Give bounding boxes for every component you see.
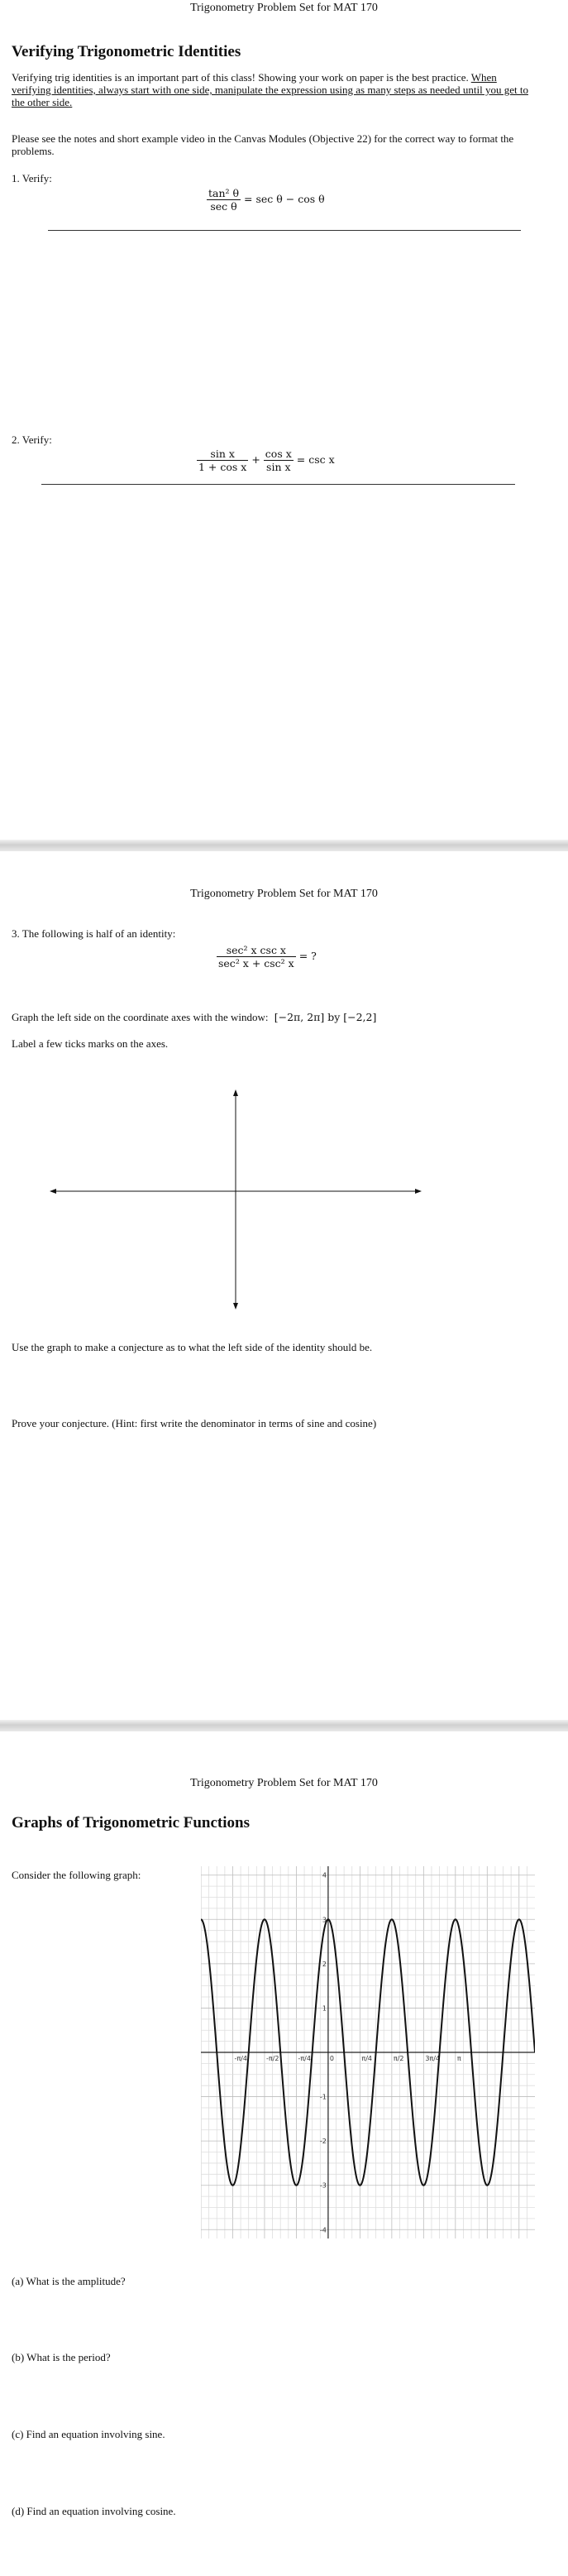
conjecture-instruction: Use the graph to make a conjecture as to what the left side of the identity should be. [12, 1341, 373, 1353]
fraction [207, 187, 241, 213]
label-ticks-instruction: Label a few ticks marks on the axes. [12, 1037, 169, 1050]
y-axis-bottom-arrow [233, 1303, 238, 1310]
y-tick-label: 1 [322, 2004, 327, 2013]
page-1 [0, 0, 568, 840]
numerator: cos x [265, 448, 292, 460]
y-tick-label: -1 [319, 2093, 327, 2101]
x-tick-label: -π/4 [234, 2055, 247, 2062]
intro-underlined-text: When verifying identities, always start with one side, manipulate the expression using as many steps as needed until you get to the other side. [12, 71, 528, 108]
fraction [197, 448, 248, 473]
fraction [217, 944, 296, 970]
question-3-label: 3. The following is half of an identity: [12, 927, 176, 940]
x-tick-label: 0 [329, 2055, 335, 2062]
intro-paragraph [12, 71, 532, 108]
prove-instruction: Prove your conjecture. (Hint: first write the denominator in terms of sine and cosine) [12, 1417, 377, 1429]
y-tick-label: 2 [322, 1960, 327, 1968]
cosine-graph [201, 1866, 535, 2238]
y-tick-label: -4 [319, 2226, 327, 2234]
blank-coordinate-axes [45, 1089, 430, 1312]
x-axis-right-arrow [415, 1189, 422, 1194]
question-1-identity [207, 187, 325, 213]
intro-text: Verifying trig identities is an important part of this class! Showing your work on paper is the best practice. [12, 71, 471, 84]
x-tick-label: π/4 [361, 2055, 372, 2062]
question-a: (a) What is the amplitude? [12, 2275, 126, 2287]
consider-graph-text: Consider the following graph: [12, 1869, 141, 1881]
y-axis-top-arrow [233, 1089, 238, 1096]
question-1-label: 1. Verify: [12, 172, 52, 184]
x-tick-label: 3π/4 [425, 2055, 441, 2062]
numerator: tan² θ [208, 187, 240, 199]
right-side: = sec θ − cos θ [244, 193, 325, 205]
numerator: sin x [210, 448, 235, 460]
x-axis-left-arrow [50, 1189, 56, 1194]
numerator: sec² x csc x [226, 944, 286, 956]
work-line [48, 230, 521, 231]
section-title: Graphs of Trigonometric Functions [12, 1814, 250, 1831]
right-side: = csc x [296, 453, 335, 466]
x-tick-label: -π/2 [265, 2055, 279, 2062]
question-3-expression [217, 944, 317, 970]
question-2-identity [197, 448, 335, 473]
graph-window: [−2π, 2π] by [−2,2] [274, 1011, 377, 1023]
y-tick-label: 3 [322, 1916, 327, 1924]
denominator: sec θ [207, 199, 241, 213]
y-tick-label: 4 [322, 1871, 327, 1879]
section-title: Verifying Trigonometric Identities [12, 43, 241, 60]
page-header: Trigonometry Problem Set for MAT 170 [190, 888, 378, 900]
graph-instruction [12, 1011, 541, 1023]
right-side: = ? [298, 950, 317, 962]
denominator: sin x [264, 460, 294, 473]
graph-instruction-text: Graph the left side on the coordinate axes with the window: [12, 1011, 269, 1023]
work-line [41, 484, 515, 485]
page-separator [0, 1720, 568, 1731]
question-d: (d) Find an equation involving cosine. [12, 2505, 176, 2517]
plus-sign: + [251, 453, 260, 466]
y-tick-label: -2 [319, 2138, 327, 2146]
question-b: (b) What is the period? [12, 2351, 111, 2363]
x-tick-label: -π/4 [298, 2055, 311, 2062]
denominator: sec² x + csc² x [218, 957, 294, 970]
fraction [264, 448, 294, 473]
x-tick-label: π [456, 2055, 461, 2062]
question-2-label: 2. Verify: [12, 433, 52, 446]
page-separator [0, 840, 568, 851]
page-3 [0, 1731, 568, 2576]
page-header: Trigonometry Problem Set for MAT 170 [190, 2, 378, 14]
x-tick-label: π/2 [393, 2055, 404, 2062]
notes-paragraph: Please see the notes and short example video in the Canvas Modules (Objective 22) for the correct way to format the problems. [12, 132, 514, 157]
page-2 [0, 851, 568, 1720]
y-tick-label: -3 [319, 2181, 327, 2190]
denominator: 1 + cos x [198, 461, 247, 473]
question-c: (c) Find an equation involving sine. [12, 2428, 165, 2440]
page-header: Trigonometry Problem Set for MAT 170 [190, 1777, 378, 1789]
